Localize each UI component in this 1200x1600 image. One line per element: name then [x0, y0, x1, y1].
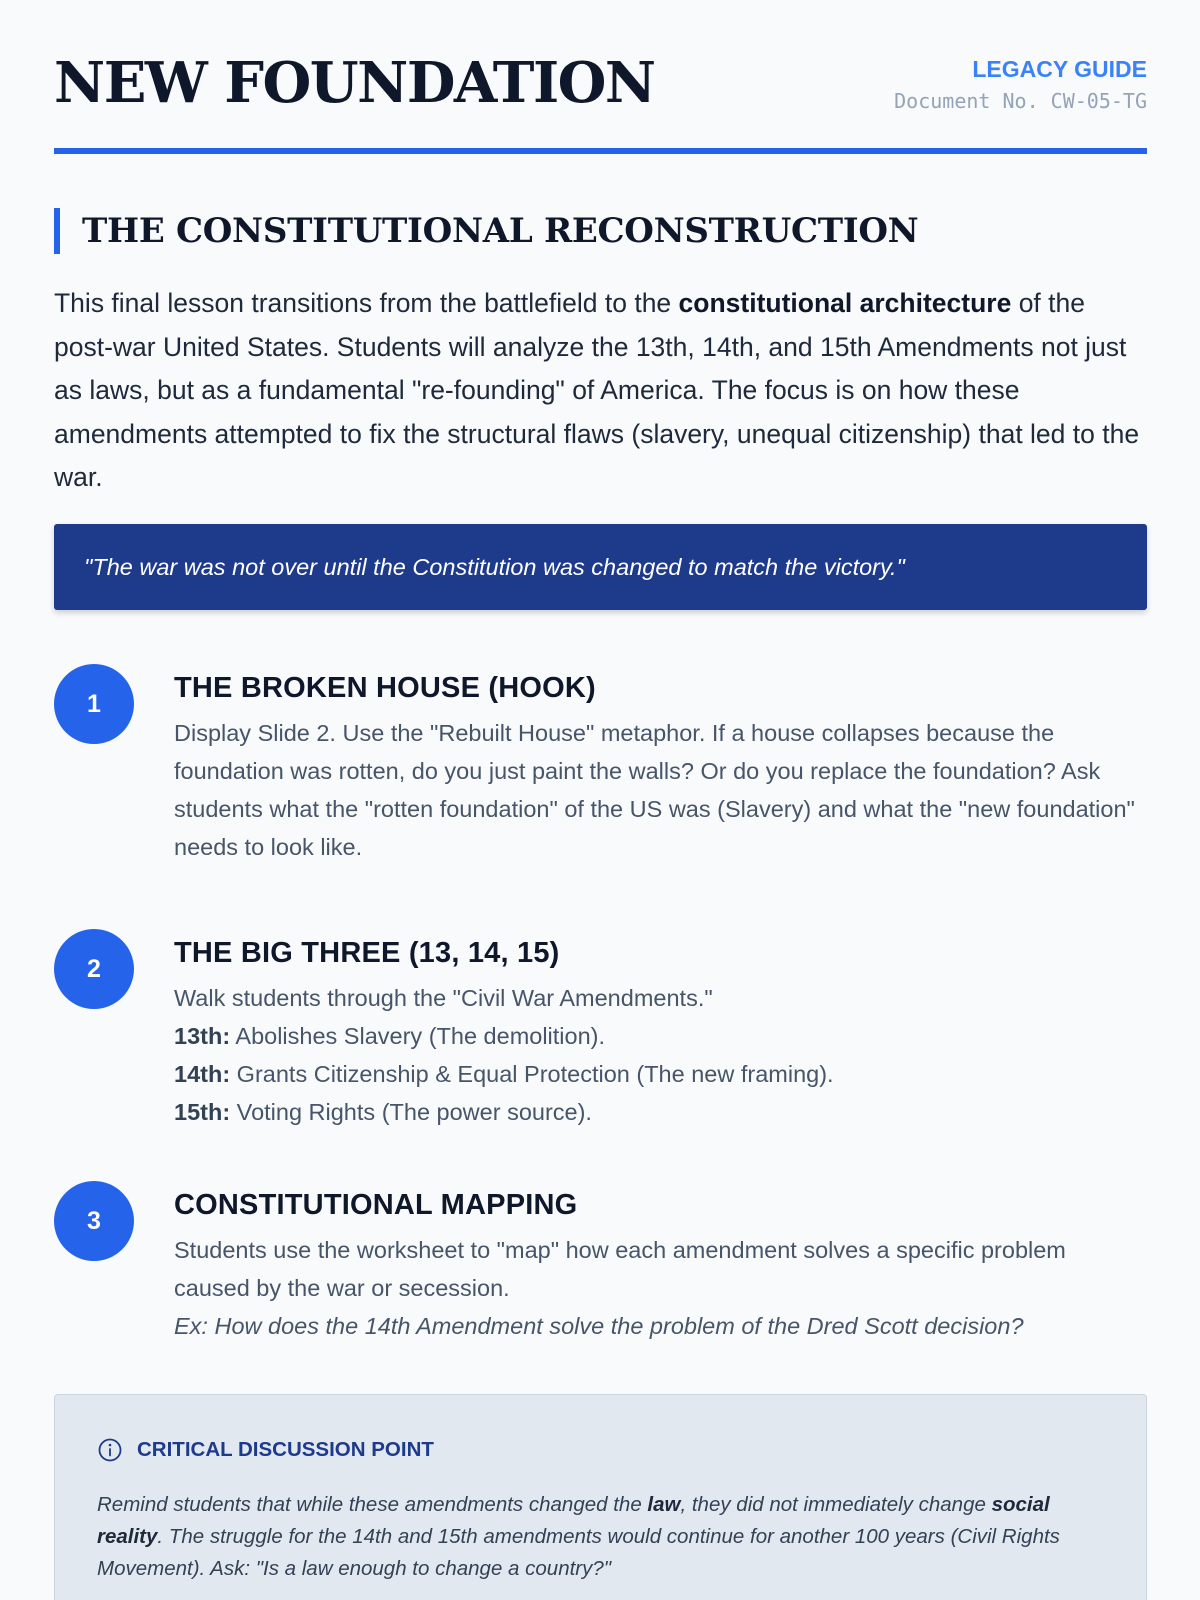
- amendment-label: 14th:: [174, 1061, 231, 1087]
- callout-header: [97, 1435, 1104, 1465]
- amendment-label: 13th:: [174, 1023, 231, 1049]
- intro-text-start: This final lesson transitions from the battlefield to the: [54, 288, 679, 318]
- section-title: THE CONSTITUTIONAL RECONSTRUCTION: [54, 208, 918, 254]
- intro-text-end: of the post-war United States. Students will analyze the 13th, 14th, and 15th Amendments not just as laws, but as a fundamental "re-founding" of America. The focus is on how these amendments attempted to fix the structural flaws (slavery, unequal citizenship) that led to the war.: [54, 288, 1140, 492]
- lesson-page: [54, 0, 1147, 1580]
- callout-emphasis: law: [647, 1493, 681, 1516]
- callout-text-part: . The struggle for the 14th and 15th amendments would continue for another 100 years (Civil Rights Movement). Ask: "Is a law enough to change a country?": [97, 1525, 1060, 1580]
- document-title: NEW FOUNDATION: [54, 50, 655, 116]
- guide-label: LEGACY GUIDE: [972, 56, 1147, 82]
- step-text: Display Slide 2. Use the "Rebuilt House" metaphor. If a house collapses because the foundation was rotten, do you just paint the walls? Or do you replace the foundation? Ask students what the "rotten foundation" of the US was (Slavery) and what the "new foundation" needs to look like.: [174, 720, 1135, 860]
- step-body: [174, 933, 1147, 1131]
- step-title: CONSTITUTIONAL MAPPING: [174, 1189, 578, 1221]
- amendment-text: Abolishes Slavery (The demolition).: [230, 1023, 606, 1049]
- step-text: Walk students through the "Civil War Amendments.": [174, 985, 713, 1011]
- callout-emphasis: social reality: [97, 1493, 1050, 1548]
- step-title: THE BIG THREE (13, 14, 15): [174, 937, 560, 969]
- callout-text: [97, 1489, 1104, 1585]
- step-text: Students use the worksheet to "map" how each amendment solves a specific problem caused by the war or secession.: [174, 1237, 1066, 1301]
- step-body: [174, 668, 1147, 866]
- document-header: [54, 0, 1147, 154]
- step-number-badge: 3: [54, 1181, 134, 1261]
- amendment-line: [174, 1017, 1147, 1055]
- amendment-line: [174, 1093, 1147, 1131]
- step-number-badge: 2: [54, 929, 134, 1009]
- callout-label: CRITICAL DISCUSSION POINT: [137, 1438, 434, 1461]
- document-number: Document No. CW-05-TG: [894, 89, 1147, 113]
- intro-emphasis: constitutional architecture: [678, 288, 1012, 318]
- amendment-label: 15th:: [174, 1099, 231, 1125]
- intro-paragraph: [54, 282, 1147, 500]
- step-example: Ex: How does the 14th Amendment solve the problem of the Dred Scott decision?: [174, 1313, 1024, 1339]
- discussion-callout: [54, 1394, 1147, 1600]
- step-number-badge: 1: [54, 664, 134, 744]
- info-icon: [97, 1437, 123, 1463]
- amendment-text: Voting Rights (The power source).: [230, 1099, 592, 1125]
- callout-text-part: Remind students that while these amendments changed the: [97, 1493, 648, 1516]
- amendment-text: Grants Citizenship & Equal Protection (The new framing).: [230, 1061, 834, 1087]
- step-title: THE BROKEN HOUSE (HOOK): [174, 672, 596, 704]
- callout-text-part: , they did not immediately change: [680, 1493, 992, 1516]
- amendment-line: [174, 1055, 1147, 1093]
- step-body: [174, 1185, 1147, 1345]
- header-meta: [894, 56, 1147, 113]
- quote-banner: "The war was not over until the Constitution was changed to match the victory.": [54, 524, 1147, 610]
